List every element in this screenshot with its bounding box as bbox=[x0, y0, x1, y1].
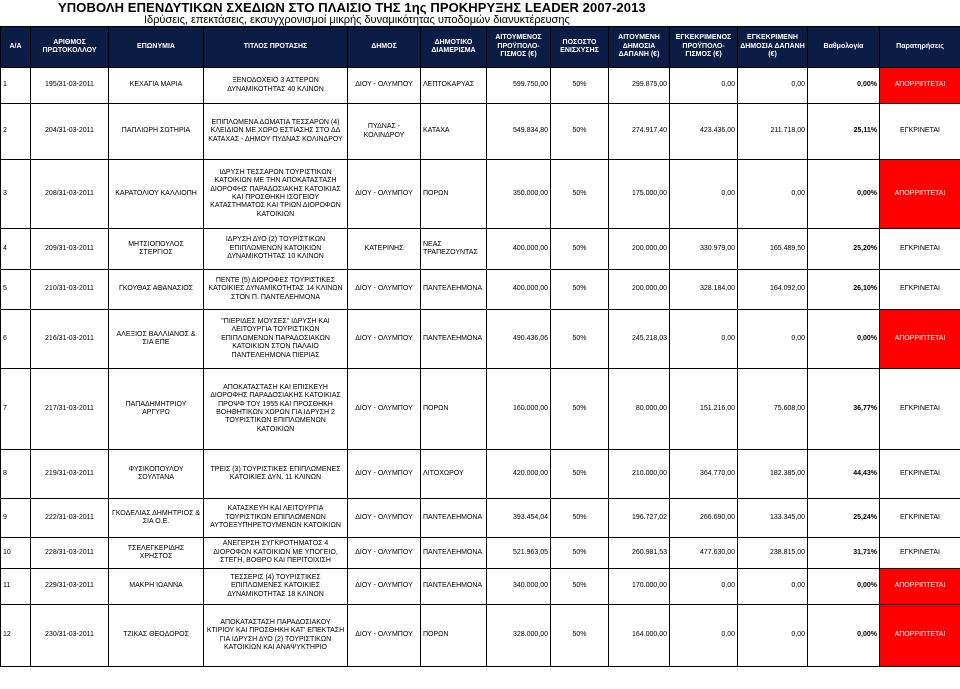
cell-score: 0,00% bbox=[808, 569, 880, 605]
cell-remarks: ΑΠΟΡΡΙΠΤΕΤΑΙ bbox=[880, 605, 960, 667]
cell-rate: 50% bbox=[551, 68, 609, 104]
table-row bbox=[1, 369, 960, 450]
cell-budget-approved: 423.436,00 bbox=[670, 104, 738, 160]
cell-aa: 11 bbox=[1, 569, 31, 605]
cell-aa: 3 bbox=[1, 160, 31, 229]
cell-dimos: ΔΙΟΥ - ΟΛΥΜΠΟΥ bbox=[348, 605, 421, 667]
cell-protocol: 209/31-03-2011 bbox=[31, 229, 109, 270]
cell-aa: 4 bbox=[1, 229, 31, 270]
cell-budget-approved: 0,00 bbox=[670, 310, 738, 369]
cell-dimos: ΔΙΟΥ - ΟΛΥΜΠΟΥ bbox=[348, 450, 421, 499]
cell-aa: 8 bbox=[1, 450, 31, 499]
cell-budget-approved: 328.184,00 bbox=[670, 270, 738, 310]
cell-proposal: ΕΠΙΠΛΩΜΕΝΑ ΔΩΜΑΤΙΑ ΤΕΣΣΑΡΩΝ (4) ΚΛΕΙΔΙΩΝ ΜΕ ΧΩΡΟ ΕΣΤΙΑΣΗΣ ΣΤΟ ΔΔ ΚΑΤΑΧΑΣ - ΔΗΜΟΥ ΠΥΔΝΑΣ ΚΟΛΙΝΔΡΟΥ bbox=[204, 104, 348, 160]
col-header-protocol: ΑΡΙΘΜΟΣ ΠΡΩΤΟΚΟΛΛΟΥ bbox=[31, 27, 109, 68]
cell-public-requested: 299.875,00 bbox=[609, 68, 670, 104]
cell-aa: 2 bbox=[1, 104, 31, 160]
table-row bbox=[1, 499, 960, 538]
cell-dimos: ΠΥΔΝΑΣ - ΚΟΛΙΝΔΡΟΥ bbox=[348, 104, 421, 160]
col-header-budget: ΑΙΤΟΥΜΕΝΟΣ ΠΡΟΫΠΟΛΟ- ΓΙΣΜΟΣ (€) bbox=[487, 27, 551, 68]
cell-diamerisma: ΝΕΑΣ ΤΡΑΠΕΖΟΥΝΤΑΣ bbox=[421, 229, 487, 270]
cell-public-approved: 0,00 bbox=[738, 310, 808, 369]
cell-name: ΚΑΡΑΤΟΛΙΟΥ ΚΑΛΛΙΟΠΗ bbox=[109, 160, 204, 229]
cell-remarks: ΕΓΚΡΙΝΕΤΑΙ bbox=[880, 450, 960, 499]
cell-diamerisma: ΠΑΝΤΕΛΕΗΜΟΝΑ bbox=[421, 569, 487, 605]
cell-score: 0,00% bbox=[808, 310, 880, 369]
cell-proposal: ΑΝΕΓΕΡΣΗ ΣΥΓΚΡΟΤΗΜΑΤΟΣ 4 ΔΙΟΡΟΦΩΝ ΚΑΤΟΙΚΙΩΝ ΜΕ ΥΠΟΓΕΙΟ, ΣΤΕΓΗ, ΒΟΘΡΟ ΚΑΙ ΠΕΡΙΤΟΙΧΙΣΗ bbox=[204, 538, 348, 569]
cell-diamerisma: ΚΑΤΑΧΑ bbox=[421, 104, 487, 160]
cell-dimos: ΔΙΟΥ - ΟΛΥΜΠΟΥ bbox=[348, 538, 421, 569]
cell-dimos: ΔΙΟΥ - ΟΛΥΜΠΟΥ bbox=[348, 499, 421, 538]
cell-name: ΤΣΕΛΕΓΚΕΡΙΔΗΣ ΧΡΗΣΤΟΣ bbox=[109, 538, 204, 569]
cell-budget: 549.834,80 bbox=[487, 104, 551, 160]
cell-diamerisma: ΛΕΠΤΟΚΑΡΥΑΣ bbox=[421, 68, 487, 104]
cell-diamerisma: ΛΙΤΟΧΩΡΟΥ bbox=[421, 450, 487, 499]
cell-budget: 420.000,00 bbox=[487, 450, 551, 499]
cell-budget-approved: 266.690,00 bbox=[670, 499, 738, 538]
cell-protocol: 195/31-03-2011 bbox=[31, 68, 109, 104]
cell-budget: 160.000,00 bbox=[487, 369, 551, 450]
cell-name: ΜΗΤΣΙΟΠΟΥΛΟΣ ΣΤΕΡΓΙΟΣ bbox=[109, 229, 204, 270]
cell-name: ΠΑΠΛΙΩΡΗ ΣΩΤΗΡΙΑ bbox=[109, 104, 204, 160]
col-header-public-approved: ΕΓΚΕΚΡΙΜΕΝΗ ΔΗΜΟΣΙΑ ΔΑΠΑΝΗ (€) bbox=[738, 27, 808, 68]
cell-name: ΚΕΧΑΓΙΑ ΜΑΡΙΑ bbox=[109, 68, 204, 104]
cell-public-requested: 175.000,00 bbox=[609, 160, 670, 229]
cell-score: 31,71% bbox=[808, 538, 880, 569]
page-title: ΥΠΟΒΟΛΗ ΕΠΕΝΔΥΤΙΚΩΝ ΣΧΕΔΙΩΝ ΣΤΟ ΠΛΑΙΣΙΟ ΤΗΣ 1ης ΠΡΟΚΗΡΥΞΗΣ LEADER 2007-2013 bbox=[58, 0, 646, 15]
col-header-public-requested: ΑΙΤΟΥΜΕΝΗ ΔΗΜΟΣΙΑ ΔΑΠΑΝΗ (€) bbox=[609, 27, 670, 68]
applications-table bbox=[0, 26, 960, 667]
cell-proposal: ΑΠΟΚΑΤΑΣΤΑΣΗ ΚΑΙ ΕΠΙΣΚΕΥΗ ΔΙΟΡΟΦΗΣ ΠΑΡΑΔΟΣΙΑΚΗΣ ΚΑΤΟΙΚΙΑΣ ΠΡΟΨΦ ΤΟΥ 1955 ΚΑΙ ΠΡΟΣΘΗΚΗ ΒΟΗΘΗΤΙΚΩΝ ΧΩΡΩΝ ΓΙΑ ΙΔΡΥΣΗ 2 ΤΟΥΡΙΣΤΙΚΩΝ ΕΠΙΠΛΩΜΕΝΩΝ ΚΑΤΟΙΚΙΩΝ bbox=[204, 369, 348, 450]
cell-budget: 599.750,00 bbox=[487, 68, 551, 104]
table-row bbox=[1, 160, 960, 229]
cell-budget: 328.000,00 bbox=[487, 605, 551, 667]
col-header-proposal: ΤΙΤΛΟΣ ΠΡΟΤΑΣΗΣ bbox=[204, 27, 348, 68]
table-row bbox=[1, 605, 960, 667]
cell-budget-approved: 477.630,00 bbox=[670, 538, 738, 569]
cell-aa: 9 bbox=[1, 499, 31, 538]
cell-rate: 50% bbox=[551, 369, 609, 450]
cell-remarks: ΑΠΟΡΡΙΠΤΕΤΑΙ bbox=[880, 68, 960, 104]
cell-diamerisma: ΠΑΝΤΕΛΕΗΜΟΝΑ bbox=[421, 538, 487, 569]
cell-name: ΤΖΙΚΑΣ ΘΕΟΔΩΡΟΣ bbox=[109, 605, 204, 667]
table-body bbox=[1, 68, 960, 667]
cell-budget-approved: 0,00 bbox=[670, 68, 738, 104]
cell-budget-approved: 330.979,00 bbox=[670, 229, 738, 270]
cell-public-approved: 164.092,00 bbox=[738, 270, 808, 310]
cell-remarks: ΑΠΟΡΡΙΠΤΕΤΑΙ bbox=[880, 310, 960, 369]
table-row bbox=[1, 310, 960, 369]
cell-public-approved: 0,00 bbox=[738, 160, 808, 229]
cell-aa: 1 bbox=[1, 68, 31, 104]
cell-protocol: 208/31-03-2011 bbox=[31, 160, 109, 229]
col-header-budget-approved: ΕΓΚΕΚΡΙΜΕΝΟΣ ΠΡΟΫΠΟΛΟ- ΓΙΣΜΟΣ (€) bbox=[670, 27, 738, 68]
col-header-rate: ΠΟΣΟΣΤΟ ΕΝΙΣΧΥΣΗΣ bbox=[551, 27, 609, 68]
cell-score: 25,24% bbox=[808, 499, 880, 538]
cell-rate: 50% bbox=[551, 605, 609, 667]
col-header-score: Βαθμολογία bbox=[808, 27, 880, 68]
cell-public-requested: 200.000,00 bbox=[609, 229, 670, 270]
cell-diamerisma: ΠΑΝΤΕΛΕΗΜΟΝΑ bbox=[421, 270, 487, 310]
cell-budget: 400.000,00 bbox=[487, 229, 551, 270]
table-row bbox=[1, 68, 960, 104]
table-row bbox=[1, 270, 960, 310]
cell-protocol: 217/31-03-2011 bbox=[31, 369, 109, 450]
cell-public-requested: 274.917,40 bbox=[609, 104, 670, 160]
cell-public-requested: 170.000,00 bbox=[609, 569, 670, 605]
cell-aa: 5 bbox=[1, 270, 31, 310]
cell-rate: 50% bbox=[551, 229, 609, 270]
cell-proposal: ΠΕΝΤΕ (5) ΔΙΟΡΟΦΕΣ ΤΟΥΡΙΣΤΙΚΕΣ ΚΑΤΟΙΚΙΕΣ ΔΥΝΑΜΙΚΟΤΗΤΑΣ 14 ΚΛΙΝΩΝ ΣΤΟΝ Π. ΠΑΝΤΕΛΕΗΜΟΝΑ bbox=[204, 270, 348, 310]
cell-rate: 50% bbox=[551, 538, 609, 569]
cell-remarks: ΕΓΚΡΙΝΕΤΑΙ bbox=[880, 104, 960, 160]
cell-diamerisma: ΠΑΝΤΕΛΕΗΜΟΝΑ bbox=[421, 499, 487, 538]
col-header-aa: Α/Α bbox=[1, 27, 31, 68]
cell-dimos: ΔΙΟΥ - ΟΛΥΜΠΟΥ bbox=[348, 160, 421, 229]
cell-public-requested: 196.727,02 bbox=[609, 499, 670, 538]
cell-proposal: ΚΑΤΑΣΚΕΥΗ ΚΑΙ ΛΕΙΤΟΥΡΓΙΑ ΤΟΥΡΙΣΤΙΚΩΝ ΕΠΙΠΛΩΜΕΝΩΝ ΑΥΤΟΕΞΥΠΗΡΕΤΟΥΜΕΝΩΝ ΚΑΤΟΙΚΙΩΝ bbox=[204, 499, 348, 538]
cell-rate: 50% bbox=[551, 104, 609, 160]
cell-proposal: ΞΕΝΟΔΟΧΕΙΟ 3 ΑΣΤΕΡΩΝ ΔΥΝΑΜΙΚΟΤΗΤΑΣ 40 ΚΛΙΝΩΝ bbox=[204, 68, 348, 104]
cell-name: ΑΛΕΞΙΟΣ ΒΑΛΛΙΑΝΟΣ & ΣΙΑ ΕΠΕ bbox=[109, 310, 204, 369]
cell-budget: 490.436,06 bbox=[487, 310, 551, 369]
cell-aa: 6 bbox=[1, 310, 31, 369]
cell-rate: 50% bbox=[551, 569, 609, 605]
cell-remarks: ΕΓΚΡΙΝΕΤΑΙ bbox=[880, 229, 960, 270]
cell-protocol: 230/31-03-2011 bbox=[31, 605, 109, 667]
cell-rate: 50% bbox=[551, 160, 609, 229]
cell-public-requested: 245.218,03 bbox=[609, 310, 670, 369]
cell-public-requested: 200.000,00 bbox=[609, 270, 670, 310]
cell-budget-approved: 0,00 bbox=[670, 569, 738, 605]
col-header-dimos: ΔΗΜΟΣ bbox=[348, 27, 421, 68]
cell-protocol: 210/31-03-2011 bbox=[31, 270, 109, 310]
cell-public-approved: 238.815,00 bbox=[738, 538, 808, 569]
cell-diamerisma: ΠΑΝΤΕΛΕΗΜΟΝΑ bbox=[421, 310, 487, 369]
cell-proposal: "ΠΙΕΡΙΔΕΣ ΜΟΥΣΕΣ" ΙΔΡΥΣΗ ΚΑΙ ΛΕΙΤΟΥΡΓΙΑ ΤΟΥΡΙΣΤΙΚΩΝ ΕΠΙΠΛΩΜΕΝΩΝ ΠΑΡΑΔΟΣΙΑΚΩΝ ΚΑΤΟΙΚΙΩΝ ΣΤΟΝ ΠΑΛΑΙΟ ΠΑΝΤΕΛΕΗΜΟΝΑ ΠΙΕΡΙΑΣ bbox=[204, 310, 348, 369]
cell-budget-approved: 0,00 bbox=[670, 605, 738, 667]
cell-budget: 400.000,00 bbox=[487, 270, 551, 310]
cell-budget: 340.000,00 bbox=[487, 569, 551, 605]
table-row bbox=[1, 229, 960, 270]
cell-proposal: ΑΠΟΚΑΤΑΣΤΑΣΗ ΠΑΡΑΔΟΣΙΑΚΟΥ ΚΤΙΡΙΟΥ ΚΑΙ ΠΡΟΣΘΗΚΗ ΚΑΤ' ΕΠΕΚΤΑΣΗ ΓΙΑ ΙΔΡΥΣΗ ΔΥΟ (2) ΤΟΥΡΙΣΤΙΚΩΝ ΚΑΤΟΙΚΙΩΝ ΚΑΙ ΑΝΑΨΥΚΤΗΡΙΟ bbox=[204, 605, 348, 667]
cell-budget: 350.000,00 bbox=[487, 160, 551, 229]
cell-public-approved: 133.345,00 bbox=[738, 499, 808, 538]
cell-public-approved: 211.718,00 bbox=[738, 104, 808, 160]
col-header-remarks: Παρατηρήσεις bbox=[880, 27, 960, 68]
cell-diamerisma: ΠΟΡΩΝ bbox=[421, 605, 487, 667]
cell-dimos: ΔΙΟΥ - ΟΛΥΜΠΟΥ bbox=[348, 68, 421, 104]
cell-remarks: ΕΓΚΡΙΝΕΤΑΙ bbox=[880, 499, 960, 538]
cell-score: 0,00% bbox=[808, 605, 880, 667]
table-header bbox=[1, 27, 960, 68]
cell-budget-approved: 151.216,00 bbox=[670, 369, 738, 450]
cell-proposal: ΙΔΡΥΣΗ ΔΥΟ (2) ΤΟΥΡΙΣΤΙΚΩΝ ΕΠΙΠΛΩΜΕΝΩΝ ΚΑΤΟΙΚΙΩΝ ΔΥΝΑΜΙΚΟΤΗΤΑΣ 10 ΚΛΙΝΩΝ bbox=[204, 229, 348, 270]
cell-aa: 10 bbox=[1, 538, 31, 569]
page-subtitle: Ιδρύσεις, επεκτάσεις, εκσυγχρονισμοί μικρής δυναμικότητας υποδομών διανυκτέρευσης bbox=[144, 14, 570, 26]
cell-dimos: ΚΑΤΕΡΙΝΗΣ bbox=[348, 229, 421, 270]
cell-score: 0,00% bbox=[808, 160, 880, 229]
cell-diamerisma: ΠΟΡΩΝ bbox=[421, 369, 487, 450]
cell-rate: 50% bbox=[551, 499, 609, 538]
cell-remarks: ΑΠΟΡΡΙΠΤΕΤΑΙ bbox=[880, 160, 960, 229]
cell-public-requested: 80.000,00 bbox=[609, 369, 670, 450]
cell-protocol: 222/31-03-2011 bbox=[31, 499, 109, 538]
cell-public-approved: 0,00 bbox=[738, 68, 808, 104]
cell-public-requested: 260.981,53 bbox=[609, 538, 670, 569]
cell-name: ΠΑΠΑΔΗΜΗΤΡΙΟΥ ΑΡΓΥΡΩ bbox=[109, 369, 204, 450]
col-header-name: ΕΠΩΝΥΜΙΑ bbox=[109, 27, 204, 68]
table-row bbox=[1, 538, 960, 569]
cell-dimos: ΔΙΟΥ - ΟΛΥΜΠΟΥ bbox=[348, 310, 421, 369]
cell-budget-approved: 0,00 bbox=[670, 160, 738, 229]
col-header-diamerisma: ΔΗΜΟΤΙΚΟ ΔΙΑΜΕΡΙΣΜΑ bbox=[421, 27, 487, 68]
cell-public-approved: 75.608,00 bbox=[738, 369, 808, 450]
table-row bbox=[1, 569, 960, 605]
cell-score: 25,20% bbox=[808, 229, 880, 270]
cell-protocol: 229/31-03-2011 bbox=[31, 569, 109, 605]
cell-budget: 393.454,04 bbox=[487, 499, 551, 538]
table-row bbox=[1, 104, 960, 160]
cell-dimos: ΔΙΟΥ - ΟΛΥΜΠΟΥ bbox=[348, 569, 421, 605]
cell-remarks: ΕΓΚΡΙΝΕΤΑΙ bbox=[880, 369, 960, 450]
cell-public-approved: 0,00 bbox=[738, 569, 808, 605]
cell-proposal: ΙΔΡΥΣΗ ΤΕΣΣΑΡΩΝ ΤΟΥΡΙΣΤΙΚΩΝ ΚΑΤΟΙΚΙΩΝ ΜΕ ΤΗΝ ΑΠΟΚΑΤΑΣΤΑΣΗ ΔΙΟΡΟΦΗΣ ΠΑΡΑΔΟΣΙΑΚΗΣ ΚΑΤΟΙΚΙΑΣ ΚΑΙ ΠΡΟΣΘΗΚΗ ΙΣΟΓΕΙΟΥ ΚΑΤΑΣΤΗΜΑΤΟΣ ΚΑΙ ΤΡΙΩΝ ΔΙΟΡΟΦΩΝ ΚΑΤΟΙΚΙΩΝ bbox=[204, 160, 348, 229]
cell-budget-approved: 364.770,00 bbox=[670, 450, 738, 499]
cell-public-approved: 165.489,50 bbox=[738, 229, 808, 270]
cell-remarks: ΑΠΟΡΡΙΠΤΕΤΑΙ bbox=[880, 569, 960, 605]
cell-protocol: 204/31-03-2011 bbox=[31, 104, 109, 160]
cell-name: ΜΑΚΡΗ ΙΩΑΝΝΑ bbox=[109, 569, 204, 605]
cell-rate: 50% bbox=[551, 450, 609, 499]
cell-public-requested: 164.000,00 bbox=[609, 605, 670, 667]
cell-remarks: ΕΓΚΡΙΝΕΤΑΙ bbox=[880, 270, 960, 310]
table-row bbox=[1, 450, 960, 499]
cell-public-approved: 0,00 bbox=[738, 605, 808, 667]
cell-score: 25,11% bbox=[808, 104, 880, 160]
cell-proposal: ΤΕΣΣΕΡΙΣ (4) ΤΟΥΡΙΣΤΙΚΕΣ ΕΠΙΠΛΩΜΕΝΕΣ ΚΑΤΟΙΚΙΕΣ ΔΥΝΑΜΙΚΟΤΗΤΑΣ 18 ΚΛΙΝΩΝ bbox=[204, 569, 348, 605]
cell-dimos: ΔΙΟΥ - ΟΛΥΜΠΟΥ bbox=[348, 270, 421, 310]
cell-dimos: ΔΙΟΥ - ΟΛΥΜΠΟΥ bbox=[348, 369, 421, 450]
cell-score: 26,10% bbox=[808, 270, 880, 310]
cell-budget: 521.963,05 bbox=[487, 538, 551, 569]
cell-protocol: 216/31-03-2011 bbox=[31, 310, 109, 369]
cell-score: 0,00% bbox=[808, 68, 880, 104]
cell-proposal: ΤΡΕΙΣ (3) ΤΟΥΡΙΣΤΙΚΕΣ ΕΠΙΠΛΩΜΕΝΕΣ ΚΑΤΟΙΚΙΕΣ ΔΥΝ. 11 ΚΛΙΝΩΝ bbox=[204, 450, 348, 499]
cell-name: ΓΚΟΥΘΑΣ ΑΘΑΝΑΣΙΟΣ bbox=[109, 270, 204, 310]
cell-aa: 12 bbox=[1, 605, 31, 667]
cell-name: ΓΚΟΔΕΛΙΑΣ ΔΗΜΗΤΡΙΟΣ & ΣΙΑ Ο.Ε. bbox=[109, 499, 204, 538]
cell-rate: 50% bbox=[551, 270, 609, 310]
cell-name: ΦΥΣΙΚΟΠΟΥΛΟΥ ΣΟΥΛΤΑΝΑ bbox=[109, 450, 204, 499]
cell-score: 44,43% bbox=[808, 450, 880, 499]
cell-public-approved: 182.385,00 bbox=[738, 450, 808, 499]
cell-diamerisma: ΠΟΡΩΝ bbox=[421, 160, 487, 229]
cell-protocol: 219/31-03-2011 bbox=[31, 450, 109, 499]
cell-remarks: ΕΓΚΡΙΝΕΤΑΙ bbox=[880, 538, 960, 569]
cell-protocol: 228/31-03-2011 bbox=[31, 538, 109, 569]
cell-public-requested: 210.000,00 bbox=[609, 450, 670, 499]
cell-rate: 50% bbox=[551, 310, 609, 369]
cell-score: 36,77% bbox=[808, 369, 880, 450]
cell-aa: 7 bbox=[1, 369, 31, 450]
